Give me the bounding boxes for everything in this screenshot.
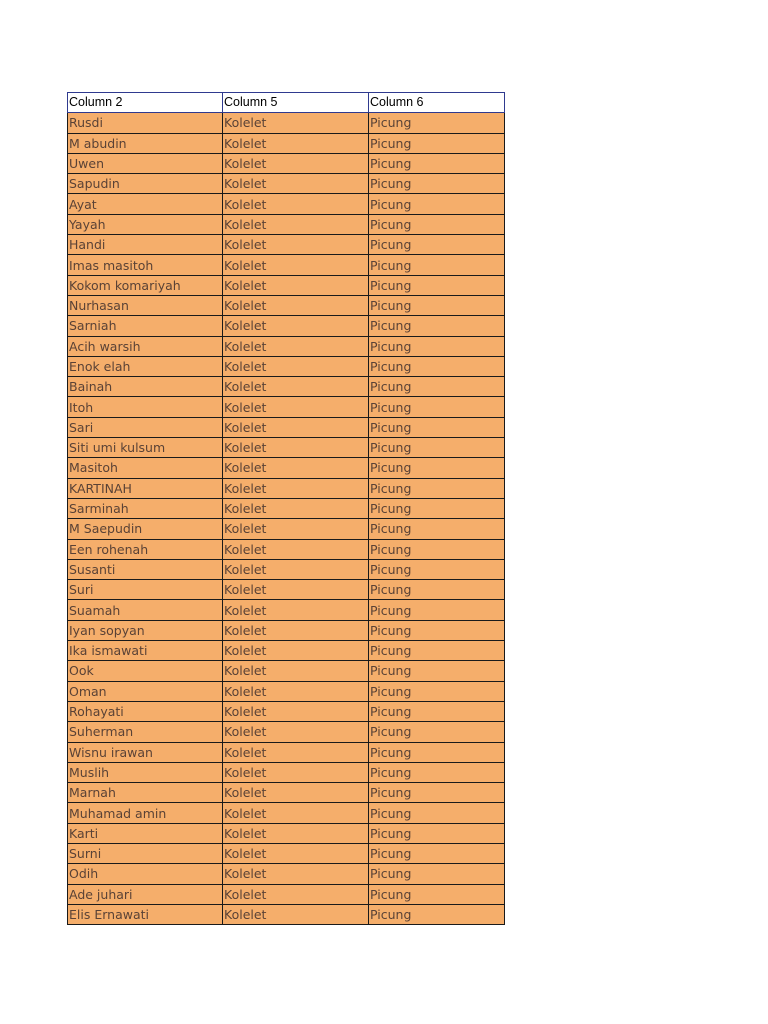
- district-cell[interactable]: Picung: [369, 722, 505, 742]
- table-row: [68, 255, 505, 275]
- name-cell[interactable]: Wisnu irawan: [68, 742, 223, 762]
- table-row: [68, 762, 505, 782]
- village-cell[interactable]: Kolelet: [223, 641, 369, 661]
- district-cell[interactable]: Picung: [369, 559, 505, 579]
- table-row: [68, 559, 505, 579]
- village-cell[interactable]: Kolelet: [223, 722, 369, 742]
- village-cell[interactable]: Kolelet: [223, 762, 369, 782]
- village-cell[interactable]: Kolelet: [223, 701, 369, 721]
- name-cell[interactable]: Een rohenah: [68, 539, 223, 559]
- name-cell[interactable]: Sari: [68, 417, 223, 437]
- district-cell[interactable]: Picung: [369, 417, 505, 437]
- name-cell[interactable]: Masitoh: [68, 458, 223, 478]
- table-row: [68, 458, 505, 478]
- data-table: [67, 92, 505, 925]
- name-cell[interactable]: M Saepudin: [68, 519, 223, 539]
- district-cell[interactable]: Picung: [369, 478, 505, 498]
- table-row: [68, 438, 505, 458]
- village-cell[interactable]: Kolelet: [223, 803, 369, 823]
- village-cell[interactable]: Kolelet: [223, 397, 369, 417]
- district-cell[interactable]: Picung: [369, 397, 505, 417]
- village-cell[interactable]: Kolelet: [223, 194, 369, 214]
- table-row: [68, 701, 505, 721]
- village-cell[interactable]: Kolelet: [223, 133, 369, 153]
- village-cell[interactable]: Kolelet: [223, 742, 369, 762]
- village-cell[interactable]: Kolelet: [223, 600, 369, 620]
- village-cell[interactable]: Kolelet: [223, 904, 369, 924]
- table-row: [68, 580, 505, 600]
- table-row: [68, 783, 505, 803]
- village-cell[interactable]: Kolelet: [223, 681, 369, 701]
- village-cell[interactable]: Kolelet: [223, 661, 369, 681]
- table-row: [68, 235, 505, 255]
- district-cell[interactable]: Picung: [369, 255, 505, 275]
- table-row: [68, 498, 505, 518]
- name-cell[interactable]: Iyan sopyan: [68, 620, 223, 640]
- table-row: [68, 316, 505, 336]
- village-cell[interactable]: Kolelet: [223, 153, 369, 173]
- district-cell[interactable]: Picung: [369, 174, 505, 194]
- table-row: [68, 356, 505, 376]
- table-body: [68, 113, 505, 925]
- name-cell[interactable]: Imas masitoh: [68, 255, 223, 275]
- table-row: [68, 133, 505, 153]
- district-cell[interactable]: Picung: [369, 843, 505, 863]
- name-cell[interactable]: Itoh: [68, 397, 223, 417]
- district-cell[interactable]: Picung: [369, 641, 505, 661]
- column-header[interactable]: Column 5: [223, 93, 369, 113]
- name-cell[interactable]: Siti umi kulsum: [68, 438, 223, 458]
- table-row: [68, 641, 505, 661]
- table-row: [68, 539, 505, 559]
- name-cell[interactable]: Oman: [68, 681, 223, 701]
- name-cell[interactable]: Karti: [68, 823, 223, 843]
- name-cell[interactable]: M abudin: [68, 133, 223, 153]
- name-cell[interactable]: Odih: [68, 864, 223, 884]
- table-row: [68, 397, 505, 417]
- table-row: [68, 742, 505, 762]
- table-row: [68, 843, 505, 863]
- name-cell[interactable]: Bainah: [68, 377, 223, 397]
- village-cell[interactable]: Kolelet: [223, 620, 369, 640]
- village-cell[interactable]: Kolelet: [223, 316, 369, 336]
- village-cell[interactable]: Kolelet: [223, 356, 369, 376]
- village-cell[interactable]: Kolelet: [223, 519, 369, 539]
- village-cell[interactable]: Kolelet: [223, 580, 369, 600]
- district-cell[interactable]: Picung: [369, 194, 505, 214]
- table-row: [68, 884, 505, 904]
- village-cell[interactable]: Kolelet: [223, 174, 369, 194]
- village-cell[interactable]: Kolelet: [223, 498, 369, 518]
- column-header[interactable]: Column 2: [68, 93, 223, 113]
- district-cell[interactable]: Picung: [369, 823, 505, 843]
- district-cell[interactable]: Picung: [369, 235, 505, 255]
- district-cell[interactable]: Picung: [369, 661, 505, 681]
- district-cell[interactable]: Picung: [369, 498, 505, 518]
- name-cell[interactable]: Kokom komariyah: [68, 275, 223, 295]
- district-cell[interactable]: Picung: [369, 681, 505, 701]
- district-cell[interactable]: Picung: [369, 803, 505, 823]
- table-row: [68, 803, 505, 823]
- village-cell[interactable]: Kolelet: [223, 884, 369, 904]
- table-row: [68, 478, 505, 498]
- table-row: [68, 864, 505, 884]
- district-cell[interactable]: Picung: [369, 377, 505, 397]
- name-cell[interactable]: Susanti: [68, 559, 223, 579]
- table-row: [68, 214, 505, 234]
- table-row: [68, 823, 505, 843]
- district-cell[interactable]: Picung: [369, 620, 505, 640]
- table-row: [68, 153, 505, 173]
- table-row: [68, 336, 505, 356]
- name-cell[interactable]: Sapudin: [68, 174, 223, 194]
- table-row: [68, 275, 505, 295]
- district-cell[interactable]: Picung: [369, 864, 505, 884]
- table-row: [68, 377, 505, 397]
- table-row: [68, 417, 505, 437]
- district-cell[interactable]: Picung: [369, 600, 505, 620]
- name-cell[interactable]: Surni: [68, 843, 223, 863]
- district-cell[interactable]: Picung: [369, 336, 505, 356]
- table-row: [68, 661, 505, 681]
- name-cell[interactable]: Marnah: [68, 783, 223, 803]
- district-cell[interactable]: Picung: [369, 316, 505, 336]
- table-row: [68, 113, 505, 133]
- name-cell[interactable]: Rusdi: [68, 113, 223, 133]
- name-cell[interactable]: Sarniah: [68, 316, 223, 336]
- name-cell[interactable]: Muhamad amin: [68, 803, 223, 823]
- name-cell[interactable]: Nurhasan: [68, 295, 223, 315]
- table-row: [68, 295, 505, 315]
- name-cell[interactable]: Ade juhari: [68, 884, 223, 904]
- village-cell[interactable]: Kolelet: [223, 295, 369, 315]
- name-cell[interactable]: Enok elah: [68, 356, 223, 376]
- district-cell[interactable]: Picung: [369, 904, 505, 924]
- village-cell[interactable]: Kolelet: [223, 255, 369, 275]
- district-cell[interactable]: Picung: [369, 458, 505, 478]
- table-row: [68, 600, 505, 620]
- district-cell[interactable]: Picung: [369, 519, 505, 539]
- district-cell[interactable]: Picung: [369, 762, 505, 782]
- name-cell[interactable]: Handi: [68, 235, 223, 255]
- name-cell[interactable]: Ika ismawati: [68, 641, 223, 661]
- table-row: [68, 620, 505, 640]
- district-cell[interactable]: Picung: [369, 580, 505, 600]
- district-cell[interactable]: Picung: [369, 742, 505, 762]
- district-cell[interactable]: Picung: [369, 539, 505, 559]
- district-cell[interactable]: Picung: [369, 438, 505, 458]
- table-row: [68, 194, 505, 214]
- district-cell[interactable]: Picung: [369, 295, 505, 315]
- village-cell[interactable]: Kolelet: [223, 275, 369, 295]
- district-cell[interactable]: Picung: [369, 113, 505, 133]
- name-cell[interactable]: Uwen: [68, 153, 223, 173]
- table-row: [68, 681, 505, 701]
- district-cell[interactable]: Picung: [369, 356, 505, 376]
- village-cell[interactable]: Kolelet: [223, 113, 369, 133]
- village-cell[interactable]: Kolelet: [223, 843, 369, 863]
- column-header[interactable]: Column 6: [369, 93, 505, 113]
- name-cell[interactable]: Suri: [68, 580, 223, 600]
- village-cell[interactable]: Kolelet: [223, 235, 369, 255]
- district-cell[interactable]: Picung: [369, 275, 505, 295]
- name-cell[interactable]: KARTINAH: [68, 478, 223, 498]
- district-cell[interactable]: Picung: [369, 214, 505, 234]
- district-cell[interactable]: Picung: [369, 153, 505, 173]
- village-cell[interactable]: Kolelet: [223, 478, 369, 498]
- village-cell[interactable]: Kolelet: [223, 438, 369, 458]
- village-cell[interactable]: Kolelet: [223, 417, 369, 437]
- district-cell[interactable]: Picung: [369, 783, 505, 803]
- name-cell[interactable]: Ayat: [68, 194, 223, 214]
- village-cell[interactable]: Kolelet: [223, 539, 369, 559]
- district-cell[interactable]: Picung: [369, 701, 505, 721]
- name-cell[interactable]: Acih warsih: [68, 336, 223, 356]
- village-cell[interactable]: Kolelet: [223, 559, 369, 579]
- district-cell[interactable]: Picung: [369, 133, 505, 153]
- name-cell[interactable]: Ook: [68, 661, 223, 681]
- village-cell[interactable]: Kolelet: [223, 823, 369, 843]
- name-cell[interactable]: Yayah: [68, 214, 223, 234]
- village-cell[interactable]: Kolelet: [223, 864, 369, 884]
- name-cell[interactable]: Suherman: [68, 722, 223, 742]
- table-row: [68, 519, 505, 539]
- table-row: [68, 904, 505, 924]
- header-row: [68, 93, 505, 113]
- village-cell[interactable]: Kolelet: [223, 377, 369, 397]
- district-cell[interactable]: Picung: [369, 884, 505, 904]
- table-row: [68, 174, 505, 194]
- table-row: [68, 722, 505, 742]
- spreadsheet: [67, 92, 503, 925]
- village-cell[interactable]: Kolelet: [223, 336, 369, 356]
- village-cell[interactable]: Kolelet: [223, 783, 369, 803]
- name-cell[interactable]: Suamah: [68, 600, 223, 620]
- name-cell[interactable]: Elis Ernawati: [68, 904, 223, 924]
- name-cell[interactable]: Sarminah: [68, 498, 223, 518]
- name-cell[interactable]: Muslih: [68, 762, 223, 782]
- name-cell[interactable]: Rohayati: [68, 701, 223, 721]
- village-cell[interactable]: Kolelet: [223, 214, 369, 234]
- village-cell[interactable]: Kolelet: [223, 458, 369, 478]
